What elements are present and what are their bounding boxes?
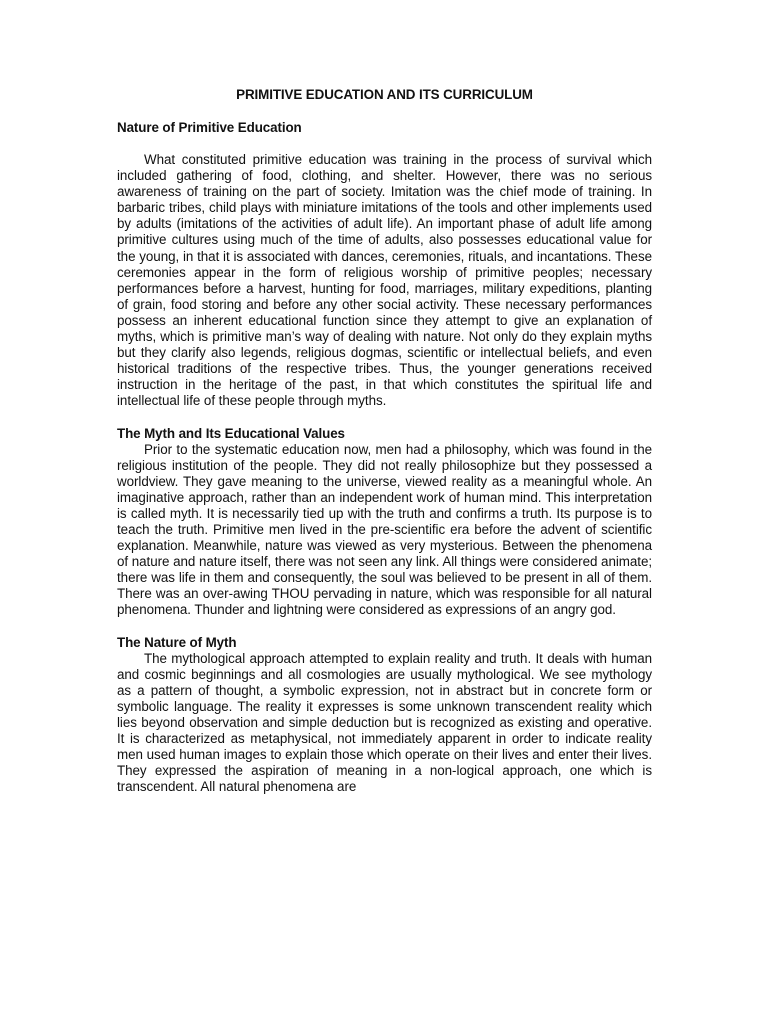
section-paragraph-myth-educational-values: Prior to the systematic education now, men had a philosophy, which was found in the religious institution of the people. They did not really philosophize but they possessed a worldview. They gave meaning to the universe, viewed reality as a meaningful whole. An imaginative approach, rather than an independent work of human mind. This interpretation is called myth. It is necessarily tied up with the truth and confirms a truth. Its purpose is to teach the truth. Primitive men lived in the pre-scientific era before the advent of scientific explanation. Meanwhile, nature was viewed as very mysterious. Between the phenomena of nature and nature itself, there was not seen any link. All things were considered animate; there was life in them and consequently, the soul was believed to be present in all of them. There was an over-awing THOU pervading in nature, which was responsible for all natural phenomena. Thunder and lightning were considered as expressions of an angry god. bbox=[117, 441, 653, 618]
section-heading-myth-educational-values: The Myth and Its Educational Values bbox=[117, 425, 345, 441]
section-paragraph-nature-of-primitive-education: What constituted primitive education was training in the process of survival which included gathering of food, clothing, and shelter. However, there was no serious awareness of training on the part of society. Imitation was the chief mode of training. In barbaric tribes, child plays with miniature imitations of the tools and other implements used by adults (imitations of the activities of adult life). An important phase of adult life among primitive cultures using much of the time of adults, also possesses educational value for the young, in that it is associated with dances, ceremonies, rituals, and incantations. These ceremonies appear in the form of religious worship of primitive peoples; necessary performances before a harvest, hunting for food, marriages, military expeditions, planting of grain, food storing and before any other social activity. These necessary performances possess an inherent educational function since they attempt to give an explanation of myths, which is primitive man’s way of dealing with nature. Not only do they explain myths but they clarify also legends, religious dogmas, scientific or intellectual beliefs, and even historical traditions of the respective tribes. Thus, the younger generations received instruction in the heritage of the past, in that which constitutes the spiritual life and intellectual life of these people through myths. bbox=[117, 152, 652, 409]
section-paragraph-nature-of-myth: The mythological approach attempted to explain reality and truth. It deals with human and cosmic beginnings and all cosmologies are usually mythological. We see mythology as a pattern of thought, a symbolic expression, not in abstract but in concrete form or symbolic language. The reality it expresses is some unknown transcendent reality which lies beyond observation and simple deduction but is recognized as existing and operative. It is characterized as metaphysical, not immediately apparent in order to indicate reality men used human images to explain those which operate on their lives and enter their lives. They expressed the aspiration of meaning in a non-logical approach, one which is transcendent. All natural phenomena are bbox=[117, 650, 652, 795]
section-heading-nature-of-myth: The Nature of Myth bbox=[117, 634, 237, 650]
document-page bbox=[117, 86, 652, 795]
document-title: PRIMITIVE EDUCATION AND ITS CURRICULUM bbox=[236, 87, 533, 102]
section-heading-nature-of-primitive-education: Nature of Primitive Education bbox=[117, 120, 302, 135]
